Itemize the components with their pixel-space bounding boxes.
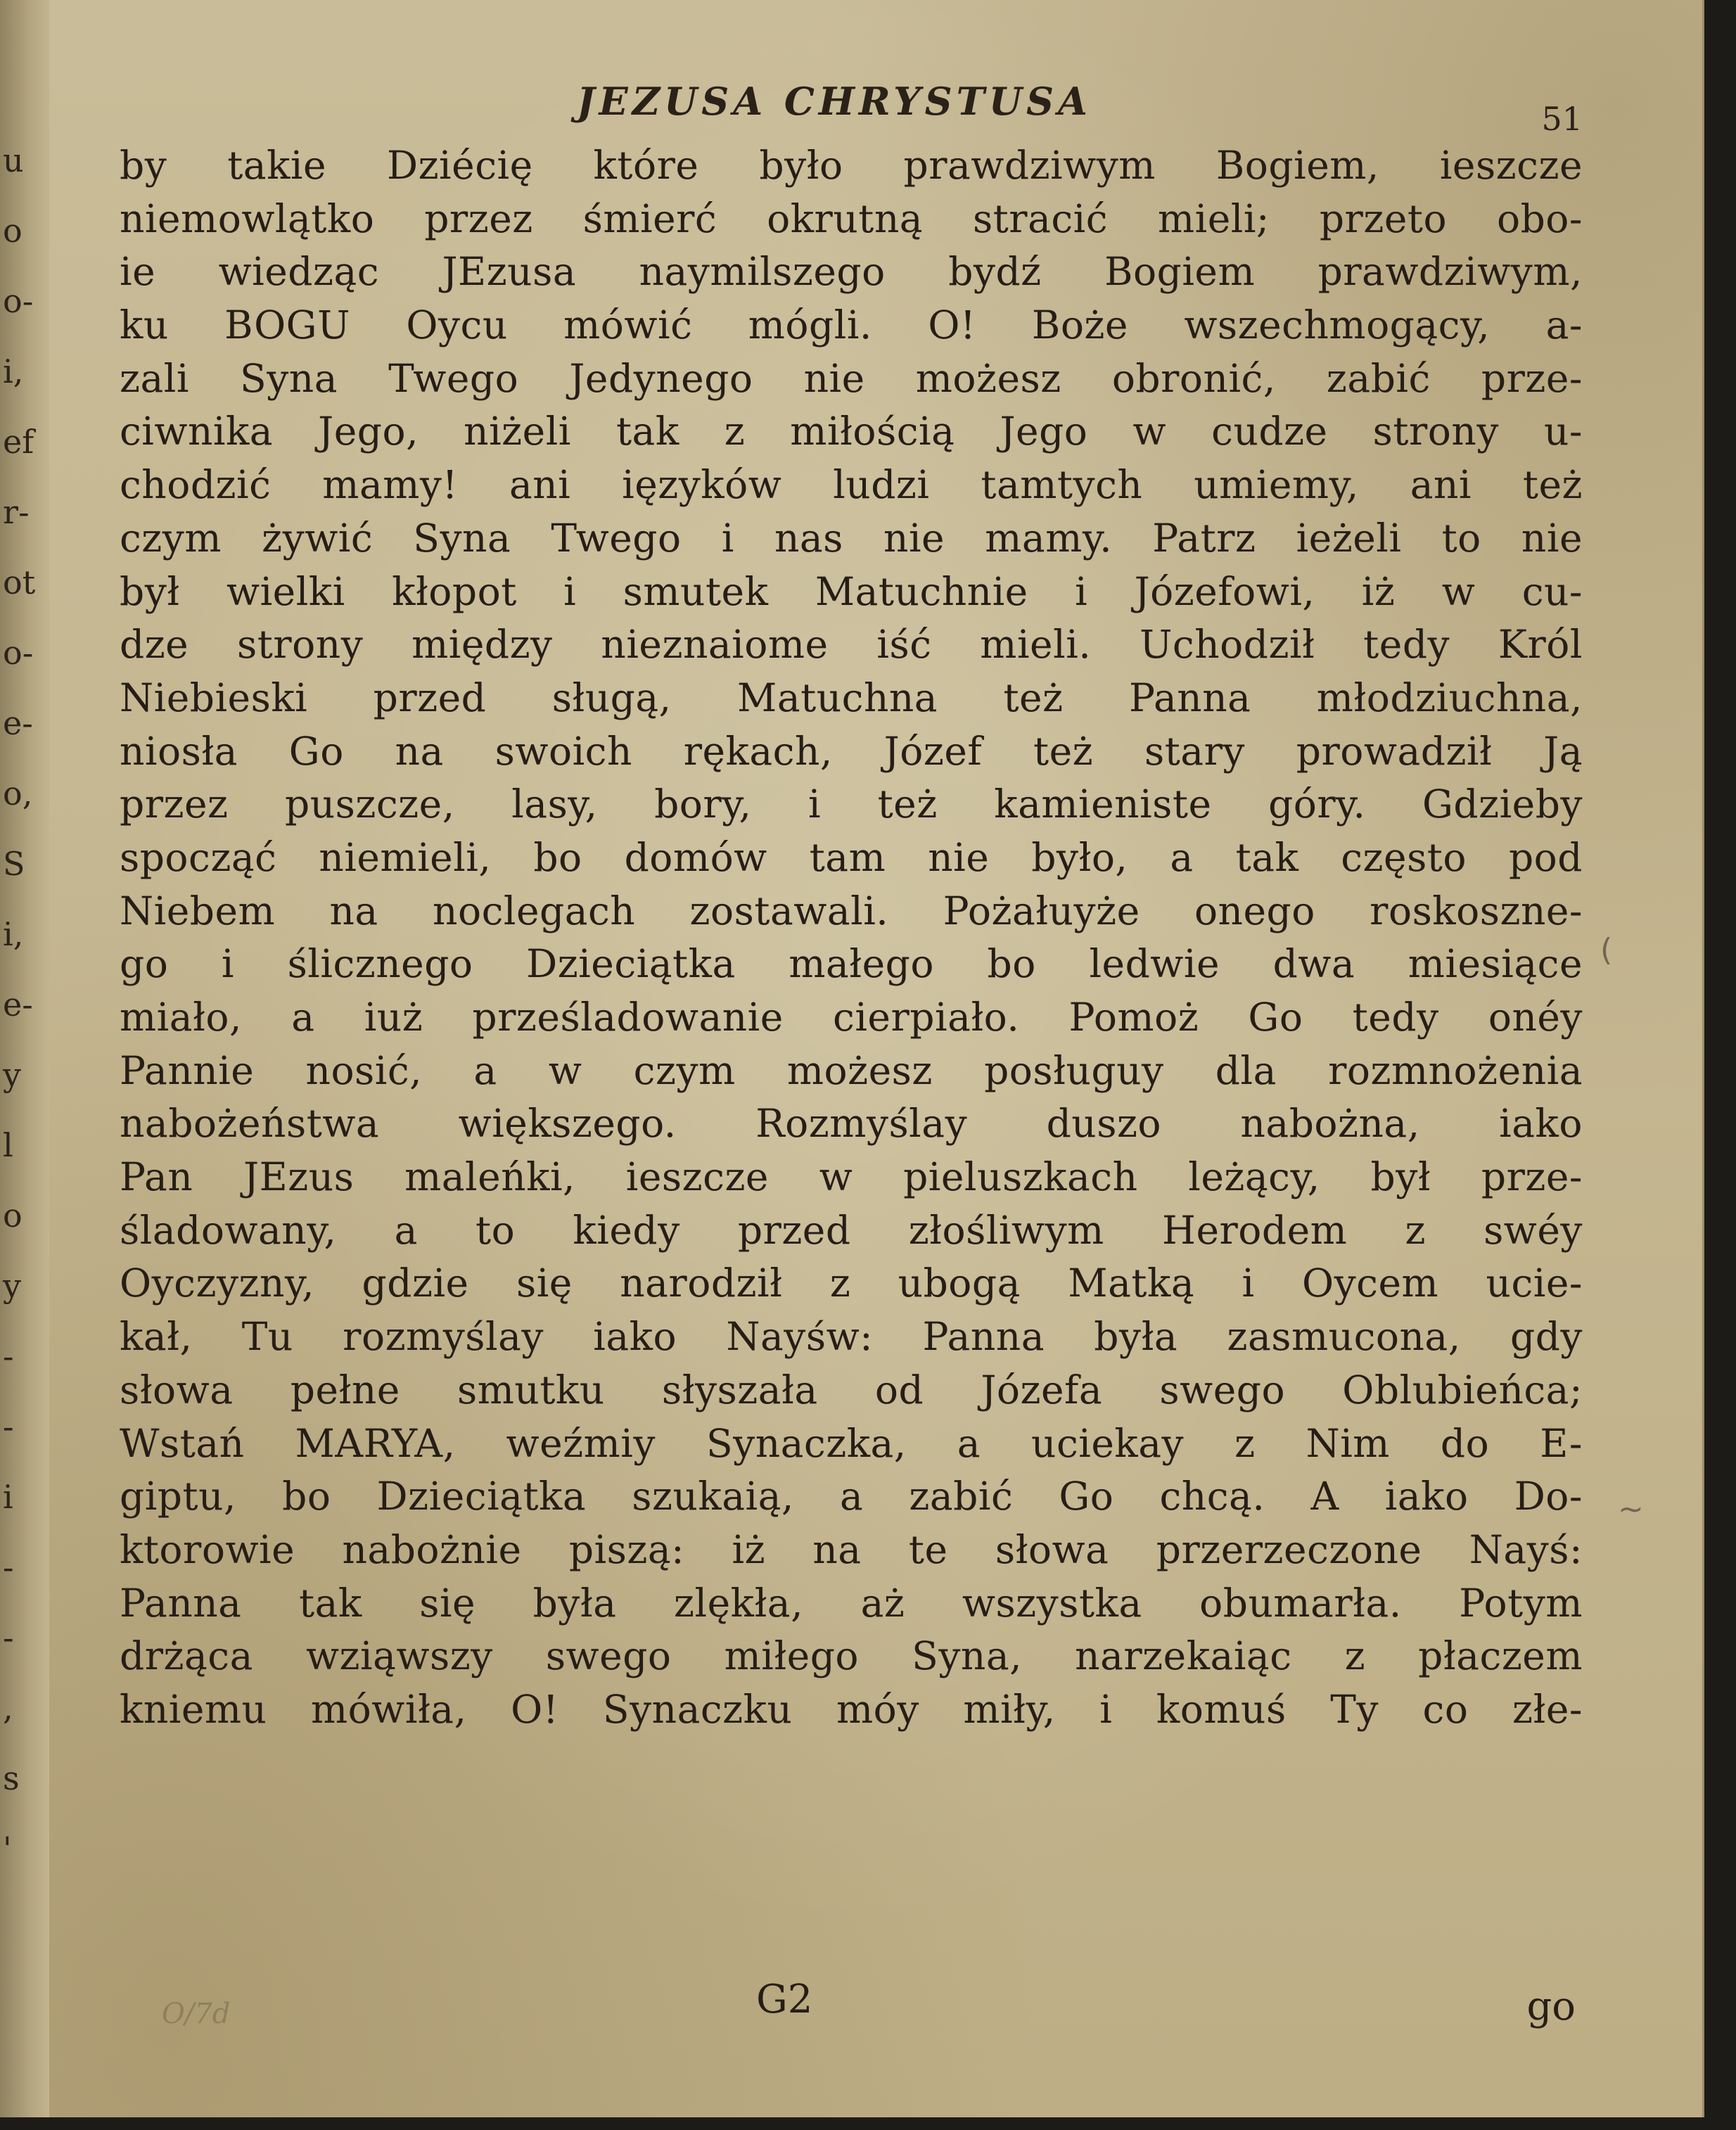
margin-fragment: , bbox=[3, 1689, 13, 1727]
text-line: niemowlątko przez śmierć okrutną stracić mieli; przeto obo- bbox=[120, 196, 1583, 241]
text-line: ciwnika Jego, niżeli tak z miłością Jego w cudze strony u- bbox=[120, 409, 1583, 454]
text-line: giptu, bo Dzieciątka szukaią, a zabić Go chcą. A iako Do- bbox=[120, 1474, 1583, 1519]
catchword: go bbox=[1526, 1984, 1576, 2029]
text-line: kniemu mówiła, O! Synaczku móy miły, i komuś Ty co złe- bbox=[120, 1686, 1583, 1732]
text-line: Niebieski przed sługą, Matuchna też Panna młodziuchna, bbox=[120, 675, 1583, 720]
margin-fragment: - bbox=[3, 1548, 14, 1586]
text-line: ie wiedząc JEzusa naymilszego bydź Bogiem prawdziwym, bbox=[120, 249, 1583, 295]
text-line: nabożeństwa większego. Rozmyślay duszo nabożna, iako bbox=[120, 1101, 1583, 1147]
text-line: przez puszcze, lasy, bory, i też kamieniste góry. Gdzieby bbox=[120, 782, 1583, 827]
margin-fragment: o, bbox=[3, 774, 33, 812]
text-line: Oyczyzny, gdzie się narodził z ubogą Matką i Oycem ucie- bbox=[120, 1261, 1583, 1306]
library-stamp: O/7d bbox=[162, 1998, 231, 2030]
margin-fragment: ot bbox=[3, 563, 36, 601]
text-line: miało, a iuż prześladowanie cierpiało. Pomoż Go tedy onéy bbox=[120, 995, 1583, 1040]
margin-fragment: ef bbox=[3, 423, 34, 461]
pencil-mark: ~ bbox=[1618, 1491, 1644, 1527]
text-line: był wielki kłopot i smutek Matuchnie i Józefowi, iż w cu- bbox=[120, 568, 1583, 614]
pencil-mark: ( bbox=[1600, 932, 1613, 968]
text-line: śladowany, a to kiedy przed złośliwym Herodem z swéy bbox=[120, 1207, 1583, 1253]
margin-fragment: o- bbox=[3, 634, 34, 672]
margin-fragment: r- bbox=[3, 493, 30, 531]
text-line: słowa pełne smutku słyszała od Józefa swego Oblubieńca; bbox=[120, 1367, 1583, 1412]
facing-page-margin bbox=[0, 144, 44, 1903]
page-footer bbox=[120, 1977, 1583, 2033]
margin-fragment: i bbox=[3, 1478, 13, 1516]
margin-fragment: o- bbox=[3, 282, 34, 320]
text-line: Niebem na noclegach zostawali. Pożałuyże onego roskoszne- bbox=[120, 888, 1583, 933]
text-line: chodzić mamy! ani ięzyków ludzi tamtych umiemy, ani też bbox=[120, 462, 1583, 508]
page-number: 51 bbox=[1541, 100, 1583, 138]
text-line: spocząć niemieli, bo domów tam nie było, a tak często pod bbox=[120, 834, 1583, 880]
text-line: drżąca wziąwszy swego miłego Syna, narzekaiąc z płaczem bbox=[120, 1633, 1583, 1679]
margin-fragment: - bbox=[3, 1408, 14, 1446]
margin-fragment: s bbox=[3, 1759, 20, 1797]
running-head: JEZUSA CHRYSTUSA bbox=[577, 79, 1092, 124]
margin-fragment: - bbox=[3, 1619, 14, 1657]
text-line: Pan JEzus maleńki, ieszcze w pieluszkach leżący, był prze- bbox=[120, 1154, 1583, 1200]
text-line: ktorowie nabożnie piszą: iż na te słowa przerzeczone Nayś: bbox=[120, 1526, 1583, 1572]
margin-fragment: y bbox=[3, 1056, 21, 1094]
margin-fragment: S bbox=[3, 845, 25, 883]
margin-fragment: y bbox=[3, 1267, 21, 1305]
signature-mark: G2 bbox=[756, 1977, 813, 2022]
margin-fragment: l bbox=[3, 1126, 13, 1164]
margin-fragment: o bbox=[3, 212, 23, 250]
text-line: go i ślicznego Dzieciątka małego bo ledwie dwa miesiące bbox=[120, 941, 1583, 987]
margin-fragment: u bbox=[3, 144, 24, 179]
text-line: niosła Go na swoich rękach, Józef też stary prowadził Ją bbox=[120, 728, 1583, 774]
margin-fragment: e- bbox=[3, 986, 33, 1023]
text-line: kał, Tu rozmyślay iako Nayśw: Panna była zasmucona, gdy bbox=[120, 1314, 1583, 1360]
text-line: ku BOGU Oycu mówić mógli. O! Boże wszechmogący, a- bbox=[120, 302, 1583, 348]
margin-fragment: e- bbox=[3, 704, 33, 742]
text-line: by takie Dziécię które było prawdziwym Bogiem, ieszcze bbox=[120, 143, 1583, 188]
margin-fragment: i, bbox=[3, 915, 24, 953]
margin-fragment: o bbox=[3, 1197, 23, 1235]
page-header bbox=[127, 79, 1583, 142]
body-text bbox=[120, 139, 1583, 1737]
text-line: Pannie nosić, a w czym możesz posługuy dla rozmnożenia bbox=[120, 1047, 1583, 1093]
text-line: Wstań MARYA, weźmiy Synaczka, a uciekay z Nim do E- bbox=[120, 1420, 1583, 1466]
text-line: Panna tak się była zlękła, aż wszystka obumarła. Potym bbox=[120, 1580, 1583, 1626]
text-line: dze strony między nieznaiome iść mieli. Uchodził tedy Król bbox=[120, 622, 1583, 668]
margin-fragment: i, bbox=[3, 352, 24, 390]
margin-fragment: ' bbox=[3, 1830, 12, 1868]
text-line: zali Syna Twego Jedynego nie możesz obronić, zabić prze- bbox=[120, 355, 1583, 401]
margin-fragment: - bbox=[3, 1337, 14, 1375]
text-line: czym żywić Syna Twego i nas nie mamy. Patrz ieżeli to nie bbox=[120, 515, 1583, 561]
